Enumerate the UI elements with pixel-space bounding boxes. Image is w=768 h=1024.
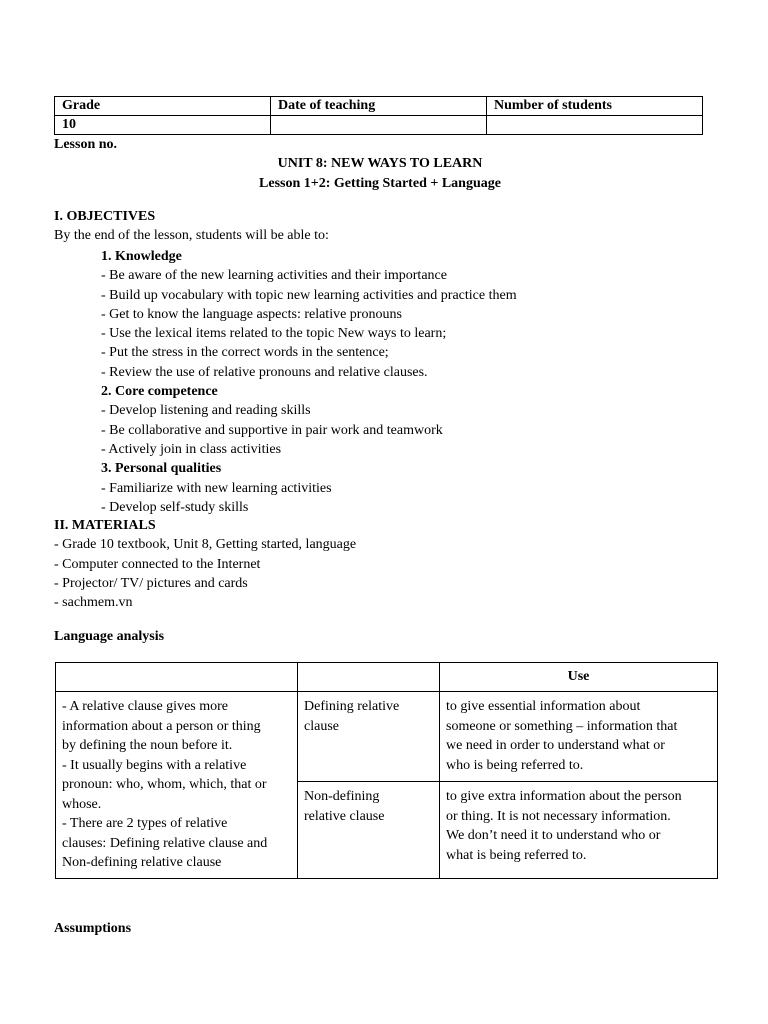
use-line: someone or something – information that bbox=[446, 718, 678, 734]
use-line: to give extra information about the person bbox=[446, 789, 682, 805]
grade-value: 10 bbox=[55, 116, 271, 135]
knowledge-item: - Use the lexical items related to the topic New ways to learn; bbox=[101, 326, 447, 342]
materials-item: - Grade 10 textbook, Unit 8, Getting started, language bbox=[54, 537, 357, 553]
objectives-intro: By the end of the lesson, students will be able to: bbox=[54, 228, 329, 243]
competence-item: - Develop listening and reading skills bbox=[101, 403, 311, 419]
date-of-teaching-value bbox=[271, 116, 487, 135]
use-line: who is being referred to. bbox=[446, 757, 584, 773]
core-competence-heading: 2. Core competence bbox=[101, 384, 218, 400]
qualities-item: - Familiarize with new learning activities bbox=[101, 480, 332, 496]
competence-item: - Be collaborative and supportive in pair work and teamwork bbox=[101, 422, 443, 438]
knowledge-item: - Review the use of relative pronouns and relative clauses. bbox=[101, 364, 428, 380]
number-of-students-value bbox=[487, 116, 703, 135]
use-line: we need in order to understand what or bbox=[446, 738, 665, 753]
use-line: to give essential information about bbox=[446, 699, 641, 714]
info-table-header-row bbox=[55, 97, 703, 116]
use-header: Use bbox=[440, 663, 718, 692]
objectives-heading: I. OBJECTIVES bbox=[54, 209, 156, 224]
grade-header: Grade bbox=[55, 97, 271, 116]
knowledge-item: - Put the stress in the correct words in the sentence; bbox=[101, 345, 389, 361]
defining-row bbox=[56, 692, 718, 782]
description-line: - A relative clause gives more bbox=[62, 699, 228, 714]
type-line: Defining relative bbox=[304, 699, 400, 714]
info-table-value-row bbox=[55, 116, 703, 135]
materials-item: - Projector/ TV/ pictures and cards bbox=[54, 575, 248, 591]
language-analysis-table bbox=[55, 662, 718, 879]
personal-qualities-heading: 3. Personal qualities bbox=[101, 461, 222, 477]
materials-item: - Computer connected to the Internet bbox=[54, 556, 261, 572]
materials-section bbox=[54, 516, 356, 612]
qualities-item: - Develop self-study skills bbox=[101, 499, 249, 515]
description-line: - There are 2 types of relative bbox=[62, 816, 228, 831]
knowledge-item: - Be aware of the new learning activities and their importance bbox=[101, 268, 447, 284]
date-of-teaching-header: Date of teaching bbox=[271, 97, 487, 116]
materials-item: - sachmem.vn bbox=[54, 595, 133, 611]
description-line: by defining the noun before it. bbox=[62, 738, 233, 753]
use-line: We don’t need it to understand who or bbox=[446, 828, 661, 844]
lesson-title: Lesson 1+2: Getting Started + Language bbox=[259, 176, 501, 191]
info-table bbox=[54, 96, 703, 135]
description-line: Non-defining relative clause bbox=[62, 855, 222, 870]
description-line: pronoun: who, whom, which, that or bbox=[62, 777, 267, 792]
lesson-number-label: Lesson no. bbox=[54, 137, 118, 152]
type-line: clause bbox=[304, 718, 339, 734]
description-line: - It usually begins with a relative bbox=[62, 757, 247, 773]
use-line: or thing. It is not necessary information. bbox=[446, 808, 671, 824]
language-analysis-heading: Language analysis bbox=[54, 629, 165, 644]
description-line: information about a person or thing bbox=[62, 718, 261, 734]
description-line: whose. bbox=[62, 796, 102, 812]
assumptions-heading: Assumptions bbox=[54, 921, 132, 936]
knowledge-heading: 1. Knowledge bbox=[101, 249, 182, 264]
unit-title: UNIT 8: NEW WAYS TO LEARN bbox=[277, 156, 483, 171]
type-line: Non-defining bbox=[304, 789, 380, 805]
description-line: clauses: Defining relative clause and bbox=[62, 835, 268, 851]
non-defining-clause-use bbox=[440, 782, 718, 878]
use-line: what is being referred to. bbox=[446, 847, 587, 863]
relative-clause-description bbox=[56, 692, 298, 879]
knowledge-item: - Build up vocabulary with topic new learning activities and practice them bbox=[101, 287, 517, 303]
non-defining-clause-type bbox=[298, 782, 440, 878]
type-line: relative clause bbox=[304, 808, 385, 824]
language-table-header-row bbox=[56, 663, 718, 692]
number-of-students-header: Number of students bbox=[487, 97, 703, 116]
objectives-body bbox=[101, 247, 517, 517]
competence-item: - Actively join in class activities bbox=[101, 441, 282, 457]
materials-heading: II. MATERIALS bbox=[54, 518, 156, 533]
defining-clause-use bbox=[440, 692, 718, 782]
header-cell-empty bbox=[56, 663, 298, 692]
header-cell-empty bbox=[298, 663, 440, 692]
knowledge-item: - Get to know the language aspects: relative pronouns bbox=[101, 306, 402, 322]
defining-clause-type bbox=[298, 692, 440, 782]
